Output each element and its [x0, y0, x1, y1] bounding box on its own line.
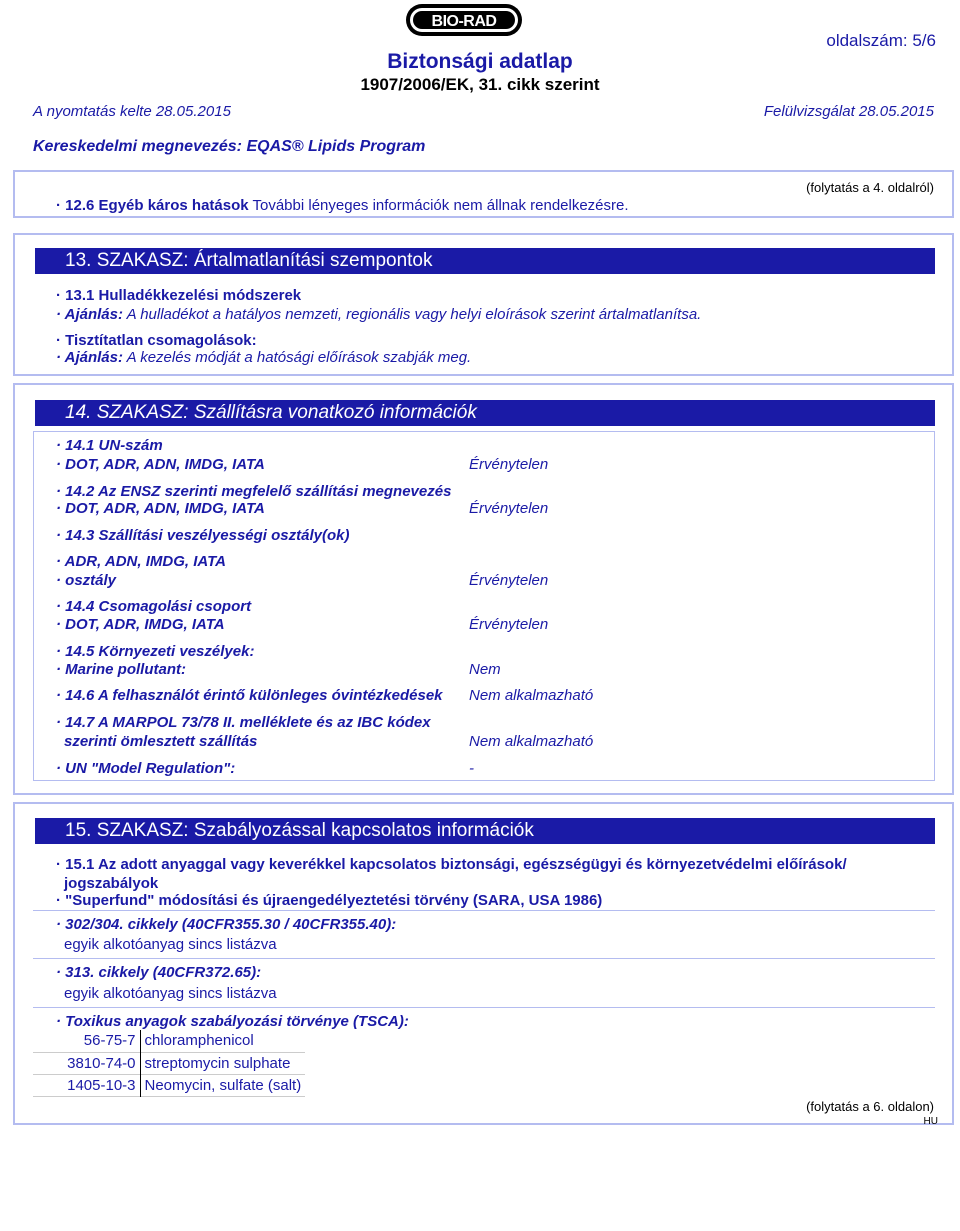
cas-number: 1405-10-3 — [33, 1074, 140, 1096]
transport-row-label: · 14.7 A MARPOL 73/78 II. melléklete és az IBC kódex — [56, 714, 431, 731]
print-date: A nyomtatás kelte 28.05.2015 — [33, 103, 231, 120]
uncleaned-packaging: · Tisztítatlan csomagolások: — [56, 332, 257, 349]
transport-row-value: Nem — [469, 661, 501, 678]
transport-row-label: · 14.2 Az ENSZ szerinti megfelelő szállítási megnevezés — [56, 483, 452, 500]
svg-text:BIO-RAD: BIO-RAD — [431, 13, 497, 30]
transport-row-value: - — [469, 760, 474, 777]
continued-on: (folytatás a 6. oldalon) — [806, 1099, 934, 1114]
cas-number: 56-75-7 — [33, 1030, 140, 1052]
table-row — [33, 1074, 305, 1096]
language-code: HU — [923, 1116, 938, 1127]
document-title: Biztonsági adatlap — [387, 50, 573, 73]
transport-row-label: · DOT, ADR, ADN, IMDG, IATA — [56, 500, 265, 517]
bio-rad-logo — [405, 3, 523, 37]
sara-302-heading: · 302/304. cikkely (40CFR355.30 / 40CFR355.40): — [56, 916, 397, 933]
packaging-recommendation-label: · Ajánlás: — [56, 349, 123, 366]
transport-row-value: Érvénytelen — [469, 500, 549, 517]
page-number: oldalszám: 5/6 — [826, 31, 936, 50]
sara-302-value: egyik alkotóanyag sincs listázva — [64, 936, 277, 953]
section-15-title: 15. SZAKASZ: Szabályozással kapcsolatos információk — [35, 818, 935, 844]
substance-name: chloramphenicol — [144, 1032, 254, 1050]
section-13-title: 13. SZAKASZ: Ártalmatlanítási szempontok — [35, 248, 935, 274]
recommendation-label: · Ajánlás: — [56, 306, 123, 323]
transport-row-label: · osztály — [56, 572, 117, 589]
transport-row-value: Érvénytelen — [469, 572, 549, 589]
tsca-heading: · Toxikus anyagok szabályozási törvénye (TSCA): — [56, 1013, 409, 1030]
document-subtitle: 1907/2006/EK, 31. cikk szerint — [360, 75, 600, 94]
sara-heading: · "Superfund" módosítási és újraengedélyeztetési törvény (SARA, USA 1986) — [56, 892, 603, 909]
revision-date: Felülvizsgálat 28.05.2015 — [763, 103, 934, 120]
trade-name: Kereskedelmi megnevezés: EQAS® Lipids Program — [33, 138, 426, 155]
transport-row-label: · UN "Model Regulation": — [56, 760, 236, 777]
section-13-packaging-recommendation — [56, 349, 471, 366]
packaging-recommendation-text: A kezelés módját a hatósági előírások szabják meg. — [126, 349, 472, 366]
recommendation-text: A hulladékot a hatályos nemzeti, regionális vagy helyi eloírások szerint ártalmatlanítsa. — [126, 306, 702, 323]
transport-row-label: · Marine pollutant: — [56, 661, 186, 678]
substance-name: streptomycin sulphate — [144, 1054, 291, 1072]
transport-row-label: · DOT, ADR, ADN, IMDG, IATA — [56, 456, 265, 473]
sara-302-box — [33, 910, 935, 911]
section-15-1-line2: jogszabályok — [64, 875, 159, 892]
sara-313-heading: · 313. cikkely (40CFR372.65): — [56, 964, 262, 981]
section-14-title: 14. SZAKASZ: Szállításra vonatkozó információk — [35, 400, 935, 426]
sara-313-value: egyik alkotóanyag sincs listázva — [64, 985, 277, 1002]
transport-row-label: · 14.3 Szállítási veszélyességi osztály(ok) — [56, 527, 350, 544]
tsca-table — [33, 1030, 305, 1097]
substance-name: Neomycin, sulfate (salt) — [144, 1076, 302, 1094]
continued-from: (folytatás a 4. oldalról) — [806, 180, 934, 195]
transport-row-value: Nem alkalmazható — [469, 733, 594, 750]
sara-313-divider — [33, 958, 935, 959]
transport-row-label: · 14.4 Csomagolási csoport — [56, 598, 252, 615]
table-row — [33, 1052, 305, 1074]
tsca-divider — [33, 1007, 935, 1008]
transport-row-label: · 14.6 A felhasználót érintő különleges óvintézkedések — [56, 687, 443, 704]
cas-number: 3810-74-0 — [33, 1052, 140, 1074]
section-15-1-line1: · 15.1 Az adott anyaggal vagy keverékkel kapcsolatos biztonsági, egészségügyi és környezetvédelmi előírások/ — [56, 856, 847, 873]
section-12-6-label: · 12.6 Egyéb káros hatások — [56, 197, 249, 214]
transport-row-label: · 14.5 Környezeti veszélyek: — [56, 643, 255, 660]
transport-row-label: · DOT, ADR, IMDG, IATA — [56, 616, 225, 633]
transport-row-value: Érvénytelen — [469, 456, 549, 473]
transport-row-label: szerinti ömlesztett szállítás — [64, 733, 258, 750]
table-row — [33, 1030, 305, 1052]
section-13-recommendation — [56, 306, 701, 323]
transport-row-label: · ADR, ADN, IMDG, IATA — [56, 553, 226, 570]
transport-row-value: Érvénytelen — [469, 616, 549, 633]
section-12-6-text: További lényeges információk nem állnak rendelkezésre. — [252, 197, 629, 214]
section-12-6 — [56, 197, 629, 214]
transport-row-label: · 14.1 UN-szám — [56, 437, 163, 454]
section-13-1: · 13.1 Hulladékkezelési módszerek — [56, 287, 302, 304]
transport-row-value: Nem alkalmazható — [469, 687, 594, 704]
